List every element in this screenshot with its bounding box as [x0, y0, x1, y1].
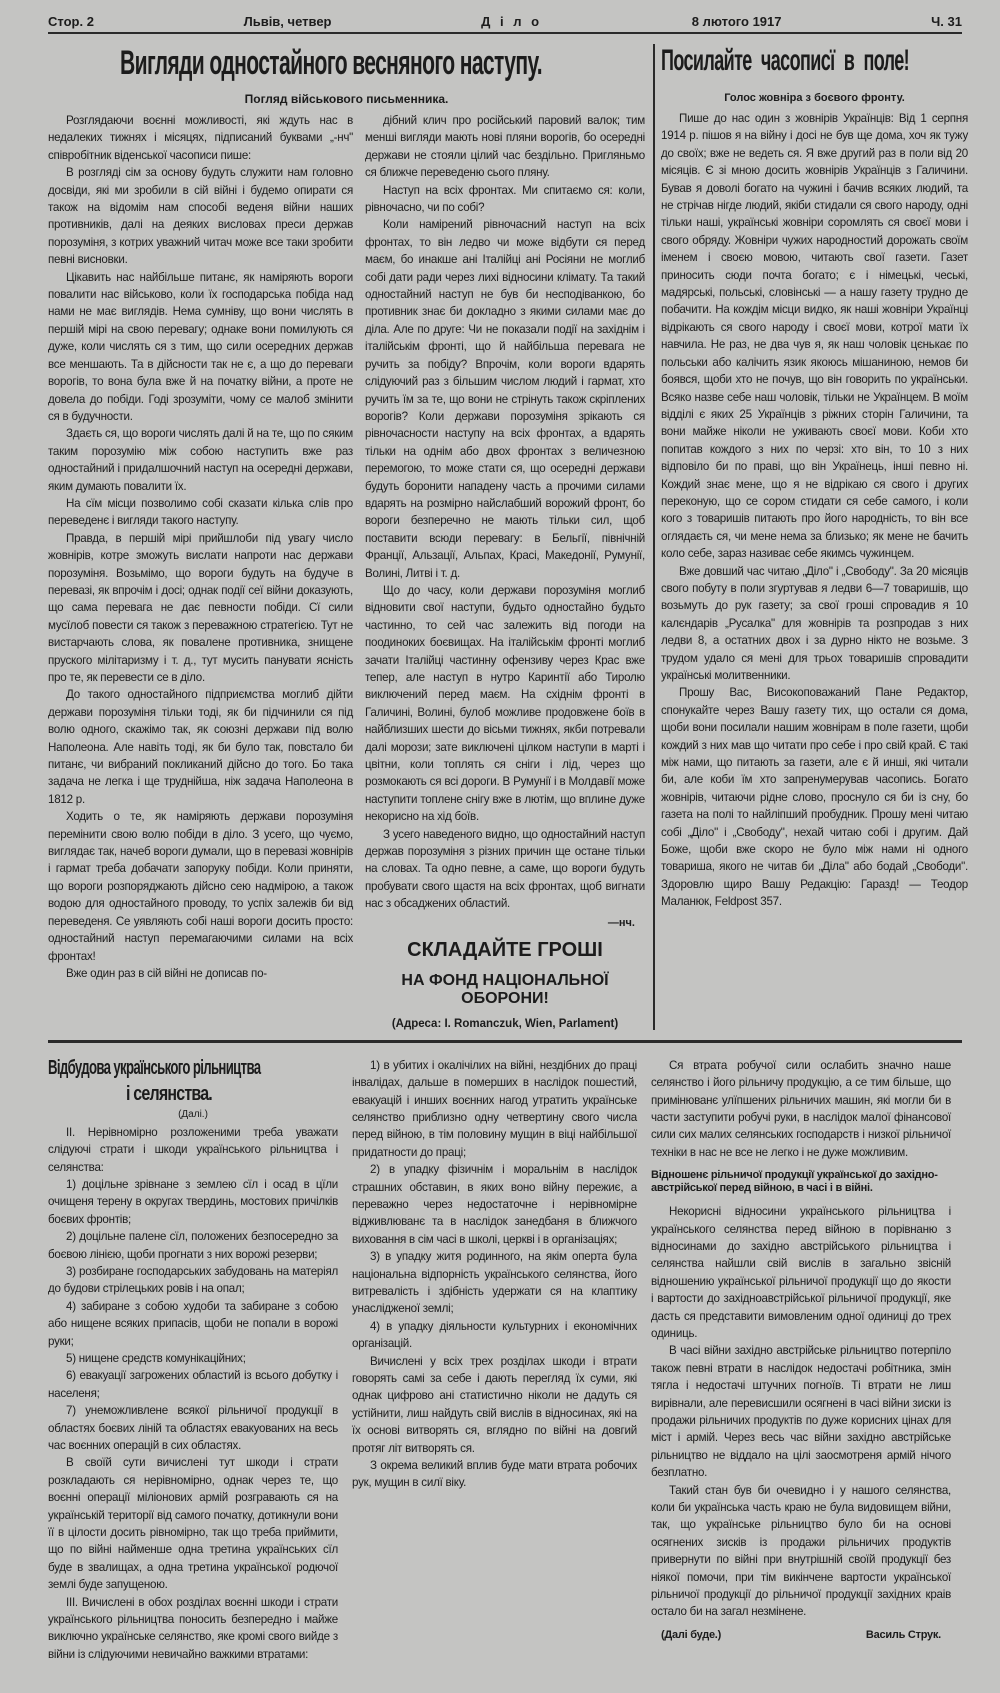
paragraph: 1) в убитих і окалічілих на війні, нездібних до праці інвалідах, дальше в померших в наслідок пошестий, евакуацій і инших воєнних нагод утратить українське селянство приблизно одну четвертину свого числа перед війною, в тім половину мущин в віці найбільшої придатности до праці;: [352, 1058, 637, 1159]
article-send-newspapers: [661, 44, 968, 1030]
paragraph: Такий стан був би очевидно і у нашого селянства, коли би українська часть краю не була видовищем війни, так, що українське рільництво було би на основі осягнених зисків із продажи рільничих продуктів привернути по війні при внутрішній своїй продукції без ніякої помочи, при тім викінчене вартости української рільничої продукції до рільничої продукції західних краів остало би на загал незмінене.: [651, 1483, 951, 1619]
ad-line-2: НА ФОНД НАЦІОНАЛЬНОЇ ОБОРОНИ!: [401, 971, 609, 1007]
newspaper-title: Д і л о: [481, 14, 543, 29]
article-columns: [48, 112, 645, 1030]
article-title: Відбудова українського рільництва: [48, 1056, 261, 1079]
paragraph: В розгляді сім за основу будуть служити нам головно досвіди, які ми зробили в сій війні і будемо опирати ся також на відомім нам способі веденя війни наших противників, далі на деяких висловах преси держав порозуміня, з котрих уважний читач може все таки зробити певні висновки.: [48, 166, 353, 267]
paragraph: II. Нерівномірно розложеними треба уважати слідуючі страти і шкоди українського рільництва і селянства:: [48, 1125, 338, 1174]
article-column: [661, 110, 968, 911]
article-column-wrap: [365, 112, 645, 1030]
section-subheading: Відношенє рільничої продукції української до західно-австрійської перед війною, в часі і в війні.: [651, 1169, 938, 1195]
paragraph: З усего наведеного видно, що одностайний наступ держав порозуміня з різних причин ще остане тільки на словах. Та одно певне, а саме, що вороги будуть пробувати свого щастя на всіх фронтах, щоб вигнати нас з обсаджених областий.: [365, 827, 645, 911]
author-signature: Василь Струк.: [865, 1628, 941, 1641]
paragraph: Розглядаючи воєнні можливості, які ждуть нас в недалеких тижнях і місяцях, підписаний буквами „-нч" співробітник віденської часописи пише:: [48, 114, 353, 162]
paragraph: Вичислені у всіх трех розділах шкоди і втрати говорять самі за себе і дають перегляд їх суми, які однак цифрово ані статистично ніколи не дадуть ся устійнити, лиш найдуть свій вислів в відносинах, які на їх основі витворять ся, вглядно по війні на довгий протяг літ витворять ся.: [352, 1354, 637, 1455]
paragraph: До такого одностайного підприємства моглиб дійти держави порозуміня тільки тоді, як би підчинили ся під волю одного, скажімо так, як союзні держави під волю Наполеона. Але навіть тоді, як би було так, повстало би питанє, чи вибраний покликаний дійсно до того. Бо така задача не легка і ще труднійша, ніж задача Наполеона в 1812 р.: [48, 688, 353, 806]
place-day: Львів, четвер: [243, 14, 332, 29]
paragraph: Наступ на всіх фронтах. Ми спитаємо ся: коли, рівночасно, чи по собі?: [365, 183, 645, 215]
paragraph: З окрема великий вплив буде мати втрата робочих рук, мущин в силї віку.: [352, 1459, 637, 1490]
paragraph: 6) евакуації загрожених областий із всього добутку і населеня;: [48, 1369, 338, 1400]
article-signature: —нч.: [607, 916, 635, 929]
paragraph: III. Вичислені в обох розділах воєнні шкоди і страти українського рільництва поносить безпередно і майже виключно українське селянство, яке кромі свого вийде з війни із слідуючими невичайно важкими втратами:: [48, 1595, 338, 1661]
paragraph: Вже довший час читаю „Діло" і „Свободу". За 20 місяців свого побуту в поли згуртував я ледви 6—7 товаришів, що возьмуть до рук газету; за свої гроші спровадив я 10 калєндарів „Русалка" для жовнірів та розпродав з них ледви 8, а остатних двох і за дурно нікто не возьме. З трудом удало ся мені для трьох товаришів спровадити українські молитвенники.: [661, 564, 968, 682]
paragraph: Цікавить нас найбільше питанє, як наміряють вороги повалити нас військово, коли їх господарська побіда над нами не має виглядів. Нема сумніву, що вони числять в першій мірі на свою перевагу; однаке вони помилують ся дуже, коли числять ся з тим, що сили осередних держав все меншають. Та в дійсности так не є, а що до переваги ворогів, то вона була вже й на початку війни, а проте не довела до побіди. Годі зрозуміти, чому се малоб змінити ся в будучности.: [48, 270, 353, 423]
paragraph: На сїм місци позволимо собі сказати кілька слів про переведенє і вигляди такого наступу.: [48, 496, 353, 528]
article-column: [365, 112, 645, 913]
article-title-box: [48, 1057, 338, 1083]
article-title: Посилайте часописї в поле!: [661, 44, 910, 77]
article-footer: [651, 1627, 951, 1644]
bottom-section: [48, 1057, 962, 1664]
article-column: [352, 1057, 637, 1664]
issue-number: Ч. 31: [931, 14, 962, 29]
page-number: Стор. 2: [48, 14, 94, 29]
column-rule: [653, 44, 655, 1030]
paragraph: 3) в упадку житя родинного, на якім оперта була національна відпорність українського селянства, його витревалість і здібність удержати ся на клаптику унаслідженої землі;: [352, 1250, 637, 1316]
paragraph: Коли намірений рівночасний наступ на всіх фронтах, то він ледво чи може відбути ся перед маєм, бо инакше ані Італійці ані Росіяни не моглиб собі дати ради через лихі відносини клімату. Та такий одностайний наступ не був би несподіванкою, бо противник знає би докладно з якими силами має до діла. Але по друге: Чи не показали події на західнім і італійськім фронті, що й найбільша перевага не ручить за побіду? Впрочім, коли вороги вдарять слідуючий раз з більшим числом людий і гармат, хто ручить їм за те, що вони не стрінуть також скріплених ворогів? Коли держави порозуміня зрікають ся рівночасности наступу на всіх фронтах, а вдарять тільки на однім або двох фронтах з величезною перемогою, то може стати ся, що осередні держави будуть боронити нападену часть а прочими силами вдарять на розмірно найслабший ворожий фронт, бо вороги безперечно не мають тільки сил, щоб поставити всюди перевагу: в Бельгії, північній Франції, Альзації, Альпах, Красі, Македонії, Румунії, Волині, Литві і т. д.: [365, 218, 645, 580]
article-war-prospects: [48, 44, 645, 1030]
top-section: [48, 44, 968, 1030]
ad-address: (Адреса: I. Romanczuk, Wien, Parlament): [391, 1017, 619, 1030]
paragraph: 1) доцільне зрівнане з землею сїл і осад в цїли очищеня терену в округах твердинь, мостових причілків боєвих фронтів;: [48, 1177, 338, 1226]
article-title-line-2: і селянства.: [126, 1082, 212, 1105]
paragraph: Ся втрата робучої сили ослабить значно наше селянство і його рільничу продукцію, а се тим більше, що примінюванє улїпшених рільничих машин, які могли би в части заступити робучі руки, в наслідок малої фінансової сили сих малих селянських господарств і низкої рільничої техніки в нас не все не легко і не дуже можливим.: [651, 1058, 951, 1159]
paragraph: Що до часу, коли держави порозуміня моглиб відновити свої наступи, будьто одностайно будьто частинно, то сей час залежить від погоди на поодиноких боєвищах. На італійськім фронті моглиб зачати Італійці частинну офензиву через Крас вже тепер, але наступ в нутро Каринтії або Тиролю виключений перед маєм. На східнім фронті в Галичині, Волині, булоб можливе продовжене боїв в найблизших шести до вісьми тижнях, якби потревали далі морози; зате виключені цілком наступи в марті і цвітни, коли топлять ся сніги і лід, через що розмокають ся всі дороги. В Румунії і в Молдавії може наступити топлене снігу вже в лютім, що вплине дуже некорисно на хід боїв.: [365, 583, 645, 824]
ad-line-1: СКЛАДАЙТЕ ГРОШІ: [407, 938, 603, 961]
article-title-box: [661, 44, 968, 88]
to-be-continued: (Далі буде.): [661, 1628, 722, 1641]
paragraph: В своїй сути вичислені тут шкоди і страти розкладають ся нерівномірно, однак через те, що воєнні операції міліонових армій розгравають ся на українській території від самого початку, дотикнули вони її в цілости досить рівномірно, так що треба приймити, що по війні найменше одна третина українських сїл буде в звалищах, а одна третина української родючої землі буде запущеною.: [48, 1456, 338, 1592]
paragraph: Вже один раз в сій війні не дописав по-: [66, 966, 267, 980]
article-subtitle: Голос жовніра з боєвого фронту.: [724, 92, 905, 104]
paragraph: 4) забиране з собою худоби та забиране з собою або нищене всяких припасів, щоби не попали в ворожі руки;: [48, 1299, 338, 1348]
paragraph: 5) нищене средств комунікаційних;: [66, 1351, 246, 1365]
header-rule: [48, 32, 962, 34]
paragraph: 3) розбиране господарських забудовань на матеріял до будови стрілецьких ровів і на опал;: [48, 1264, 338, 1296]
paragraph: 2) доцільне палене сїл, положених безпосередно за боєвою лінією, щоби прогнати з них ворожі резерви;: [48, 1230, 338, 1261]
paragraph-group: [651, 1203, 951, 1621]
paragraph: Правда, в першій мірі прийшлоби під увагу число жовнірів, котре зможуть вислати напроти нас держави порозуміня. Возьмімо, що вороги будуть на будуче в перевазі, як впрочім і досі; однак події сеї війни доказують, що сама перевага не дає певности побіди. Сї сили мусїлоб повести ся також з переважною стратегією. Тут не вистарчають слова, як повалене противника, знищене пруского мілітаризму і т. д., тут мусить панувати ясність про те, як перевести се в діло.: [48, 531, 353, 684]
article-column: [651, 1057, 951, 1664]
page-header: [48, 14, 962, 32]
article-column-wrap: [48, 1057, 338, 1664]
article-column: [48, 1124, 338, 1664]
paragraph: Некорисні відносини українського рільництва і українського селянства перед війною в порівнаню з відносинами до західно австрійського рільництва і селянства найшли свій вислів в загально звісній відношению української рільничої продукції що до якости і вартости до західноавстрійської рільничої продукції, яке дасть ся представити вимовленим одної одиниці до трех одиниць.: [651, 1205, 951, 1340]
paragraph: В часі війни західно австрійське рільництво потерпіло також певні втрати в наслідок недостачі робітника, змін тягла і недостачі штучних погноїв. Ті втрати не лиш вирівнали, але перевисшили осягнені в часі війни зиски із продажи рільничих продуктів по дуже корисних цінах для міст і армій. Через весь час війни західно австрійське рільництво не віддало на цілі заосмотреня армій нічого безплатно.: [651, 1344, 951, 1480]
paragraph: Ходить о те, як наміряють держави порозуміня перемінити свою волю побіди в діло. З усего, що чуємо, виглядає так, начеб вороги думали, що в перевазі жовнірів і гармат треба добачати запоруку побіди. Коли приняти, що вороги розпоряджають дійсно сею надмірою, а також водою для одностайного проводу, то успіх залежів би від переведеня. Се уявляють собі наші вороги досить просто: одностайний наступ перемагаючими силами на всіх фронтах!: [48, 810, 353, 963]
article-title: Вигляди одностайного весняного наступу.: [120, 44, 542, 82]
issue-date: 8 лютого 1917: [691, 14, 782, 29]
paragraph: 4) в упадку діяльности культурних і економічних організацій.: [352, 1319, 637, 1351]
paragraph: 7) унеможливлене всякої рільничої продукції в областях боєвих ліній та областях евакуованих на весь час воєнних операцій в сих областях.: [48, 1404, 338, 1452]
article-column: [48, 112, 353, 1030]
article-subtitle: Погляд військового письменника.: [244, 92, 449, 106]
paragraph: Здаєть ся, що вороги числять далі й на те, що по сяким таким порозумію між собою наступить вже раз одностайний і придалшочний наступ на осередні держави, яким думають повалити їх.: [48, 427, 353, 493]
article-title-box: [48, 44, 645, 88]
paragraph: Прошу Вас, Високоповажаний Пане Редактор, спонукайте через Вашу газету тих, що остали ся дома, щоби вони посилали нашим жовнірам в поле газети, щоби кождий з них мав що читати про себе і про свій край. Є такі між нами, що питають за газети, але є й инші, які читали би, але коби їм хто запренумерував часопись. Богато жовнірів, читаючи рідне слово, проснуло ся би із сну, бо газета на полі то найліпший пробудник. Прошу мені читаю собі „Діло" і „Свободу", нехай читаю собі і другим. Дай Боже, щоби вже скоро не було між нами ні одного товариша, якого не читав би „Діла" або бодай „Свободи". Здоровлю щиро Вашу Редакцію: Гаразд! — Теодор Маланюк, Feldpost 357.: [661, 686, 968, 909]
continued-note: (Далі.): [178, 1108, 208, 1120]
paragraph: Пише до нас один з жовнірів Українців: Від 1 серпня 1914 р. пішов я на війну і досі не був ще дома, хоч як тужу до своїх; вже не ведеть ся. Я вже другий раз в поли від 20 місяців. Є зі мною досить жовнірів Українців з Галичини. Бував я доволі богато на чужині і бачив всяких людий, та не стрічав нігде людий, якіби стидали ся свого народу, одні тільки наші, українські жовніри соромлять ся своєї мови і свого обряду. Жовніри чужих народностий дорожать своїм іменем і своєю мовою, читають свої газети. Газет приносить сюди почта богато; є і німецькі, чеські, мадярські, польські, словінські — а нашу газету трудно де побачити. На кождім місци видко, як наші жовніри Українці відрікають ся свого народу і своєї мови, котрої мати їх навчила. Не раз, не два чув я, як наш чоловік цєнькає по польськи або калічить язик якоюсь мішаниною, немов би боявся, щоби хто не почув, що він говорить по українськи. Всяко назве себе наш чоловік, тільки не Українцем. В моїм відділі є яких 25 Українців з ріжних сторін Галичини, та вони майже ніколи не уживають своєї мови. Коби хто попитав кождого з них по черзі: хто він, то 10 з них відповіло би по праві, що він Українець, інші певно ні. Кождий знає мене, що я не відрікаю ся свого і других переконую, що се сором стидати ся себе самого, і коли кого з товаришів питають про його народність, то він все оглядаєть ся, чи мене нема за близько; як мене не бачить коло себе, зараз називає себе якимсь чужинцем.: [661, 112, 968, 561]
paragraph: дібний клич про російський паровий валок; тим менші вигляди мають нові пляни ворогів, бо осередні держави не стояли цілий час бездільно. Пригляньмо ся ближче переведеню сього пляну.: [365, 114, 645, 180]
section-rule: [48, 1040, 962, 1043]
paragraph: 2) в упадку фізичнім і моральнім в наслідок страшних обставин, в яких воно війну пережиє, а переважно через недостаточне і нерівномірне відживлюванє та в наслідок занедбаня в ближчого виховання в сім часі в школі, церкві і в організаціях;: [352, 1163, 637, 1246]
article-title-box-2: [48, 1083, 338, 1109]
